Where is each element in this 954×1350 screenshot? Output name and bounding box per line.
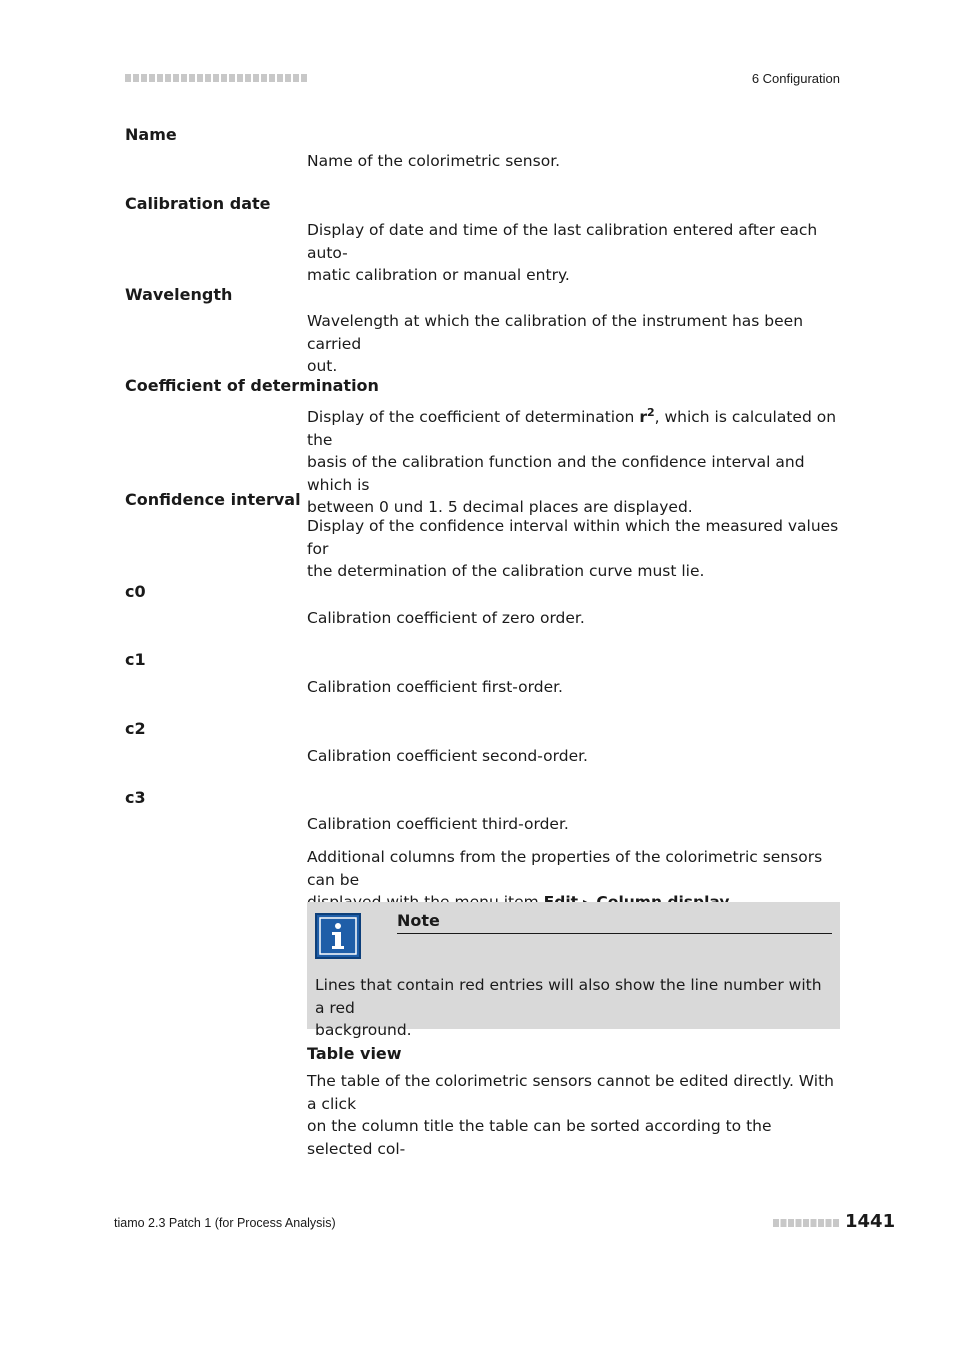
desc-line: basis of the calibration function and the confidence interval and which is [307, 453, 805, 494]
term-confidence-interval: Confidence interval [125, 490, 301, 509]
term-c0: c0 [125, 582, 146, 601]
footer-decoration [773, 1219, 840, 1227]
desc-calibration-date [307, 219, 841, 287]
term-name: Name [125, 125, 177, 144]
table-view-paragraph [307, 1070, 841, 1160]
desc-name: Name of the colorimetric sensor. [307, 152, 561, 170]
desc-confidence-interval [307, 515, 841, 583]
term-wavelength: Wavelength [125, 285, 233, 304]
footer-product: tiamo 2.3 Patch 1 (for Process Analysis) [114, 1216, 336, 1230]
term-calibration-date: Calibration date [125, 194, 271, 213]
note-line: Lines that contain red entries will also show the line number with a red [315, 976, 822, 1017]
note-box [307, 902, 840, 1039]
desc-c1: Calibration coefficient first-order. [307, 678, 563, 696]
desc-coefficient-of-determination [307, 402, 841, 519]
desc-c3: Calibration coefficient third-order. [307, 815, 569, 833]
desc-text: Display of the coefficient of determination [307, 408, 640, 427]
note-text [315, 974, 835, 1042]
desc-c2: Calibration coefficient second-order. [307, 747, 588, 765]
desc-line: on the column title the table can be sorted according to the selected col- [307, 1117, 772, 1158]
desc-line: between 0 und 1. 5 decimal places are displayed. [307, 498, 693, 517]
note-divider [397, 933, 832, 934]
desc-text: , which is calculated on the [307, 408, 837, 449]
desc-line: the determination of the calibration curve must lie. [307, 562, 705, 580]
chapter-title: 6 Configuration [751, 71, 840, 86]
desc-line: The table of the colorimetric sensors cannot be edited directly. With a click [307, 1072, 834, 1113]
desc-line: matic calibration or manual entry. [307, 266, 570, 284]
desc-line: Display of date and time of the last calibration entered after each auto- [307, 221, 818, 262]
term-c1: c1 [125, 650, 146, 669]
r-superscript: 2 [646, 406, 655, 419]
header-decoration [125, 74, 307, 82]
note-line: background. [315, 1021, 412, 1039]
desc-c0: Calibration coefficient of zero order. [307, 609, 585, 627]
desc-wavelength [307, 310, 841, 378]
note-title: Note [397, 911, 440, 930]
info-icon [315, 913, 361, 959]
term-c2: c2 [125, 719, 146, 738]
desc-line: Additional columns from the properties of the colorimetric sensors can be [307, 848, 823, 889]
table-view-heading: Table view [307, 1044, 402, 1063]
desc-line: out. [307, 357, 338, 375]
term-c3: c3 [125, 788, 146, 807]
desc-line: Wavelength at which the calibration of the instrument has been carried [307, 312, 804, 353]
term-coefficient-of-determination: Coefficient of determination [125, 376, 379, 395]
r-symbol: r [639, 408, 647, 427]
desc-line [307, 402, 841, 451]
desc-line: Display of the confidence interval within which the measured values for [307, 517, 839, 558]
page-number: 1441 [845, 1211, 896, 1232]
